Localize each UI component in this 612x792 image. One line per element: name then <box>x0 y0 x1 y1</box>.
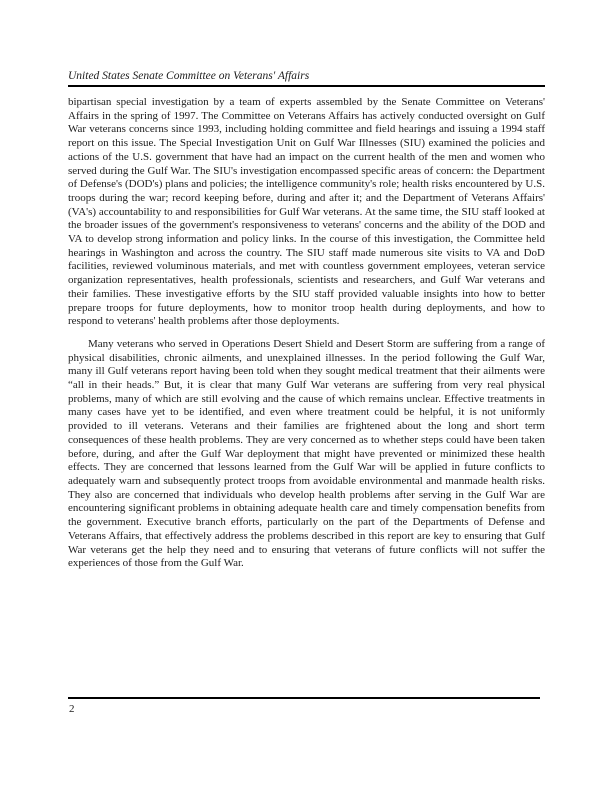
paragraph-veterans-health: Many veterans who served in Operations Desert Shield and Desert Storm are suffering from a range of physical disabilities, chronic ailments, and unexplained illnesses. In the period following the Gulf War, many ill Gulf veterans report having been told when they sought medical treatment that their ailments were “all in their heads.” But, it is clear that many Gulf War veterans are suffering from very real physical problems, many of which are still evolving and the cause of which remains unclear. Effective treatments in many cases have yet to be identified, and even where treatment could be helpful, it is not uniformly provided to ill veterans. Veterans and their families are frightened about the long and short term consequences of these health problems. They are very concerned as to whether steps could have been taken before, during, and after the Gulf War deployment that might have prevented or minimized these health effects. They are concerned that lessons learned from the Gulf War will be applied in future conflicts to adequately warn and subsequently protect troops from avoidable environmental and manmade health risks. They also are concerned that individuals who develop health problems after serving in the Gulf War are encountering significant problems in obtaining adequate health care and timely compensation benefits from the government. Executive branch efforts, particularly on the part of the Departments of Defense and Veterans Affairs, that effectively address the problems described in this report are key to ensuring that Gulf War veterans get the help they need and to ensuring that veterans of future conflicts will not suffer the experiences of those from the Gulf War. <box>68 337 545 570</box>
page-body <box>68 96 545 571</box>
header-rule <box>68 85 545 87</box>
page-number: 2 <box>69 703 75 715</box>
footer-rule <box>68 697 540 699</box>
paragraph-siu-investigation: bipartisan special investigation by a team of experts assembled by the Senate Committee on Veterans' Affairs in the spring of 1997. The Committee on Veterans Affairs has actively conducted oversight on Gulf War veterans concerns since 1993, including holding committee and field hearings and issuing a 1994 staff report on this issue. The Special Investigation Unit on Gulf War Illnesses (SIU) examined the policies and actions of the U.S. government that have had an impact on the current health of the men and women who served during the Gulf War. The SIU's investigation encompassed specific areas of concern: the Department of Defense's (DOD's) plans and policies; the intelligence community's role; health risks encountered by U.S. troops during the war; record keeping before, during and after it; and the Department of Veterans Affairs' (VA's) accountability to and responsibilities for Gulf War veterans. At the same time, the SIU staff looked at the broader issues of the government's responsiveness to veterans' concerns and the ability of the DOD and VA to develop strong information and policy links. In the course of this investigation, the Committee held hearings in Washington and across the country. The SIU staff made numerous site visits to VA and DoD facilities, reviewed voluminous materials, and met with countless government employees, veteran service organization representatives, health professionals, scientists and researchers, and Gulf War veterans and their families. These investigative efforts by the SIU staff provided valuable insights into how to better prepare troops for future deployments, how to monitor troop health during deployments, and how to respond to veterans' health problems after those deployments. <box>68 96 545 328</box>
running-head: United States Senate Committee on Veterans' Affairs <box>68 70 310 82</box>
